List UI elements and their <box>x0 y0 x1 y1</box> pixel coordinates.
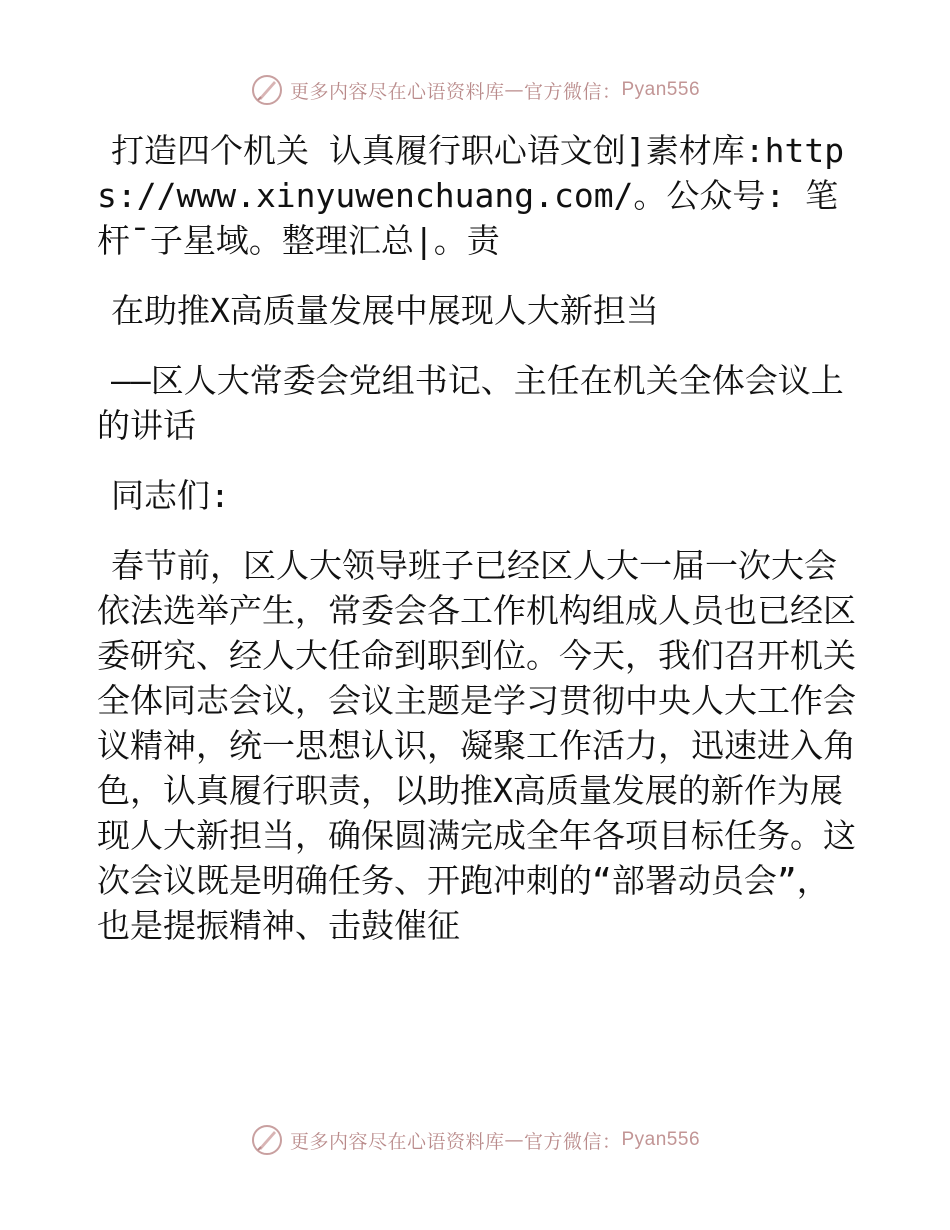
watermark-dash: — <box>504 1129 524 1151</box>
watermark-site-text: 更多内容尽在心语资料库 <box>289 80 505 103</box>
watermark-wechat-id: Pyan556 <box>621 79 701 100</box>
watermark-site-text: 更多内容尽在心语资料库 <box>289 1130 505 1153</box>
watermark-banner-top <box>0 70 950 110</box>
watermark-wechat-label: 官方微信： <box>523 1130 622 1153</box>
watermark-wechat-label: 官方微信： <box>523 80 622 103</box>
document-subtitle: ——区人大常委会党组书记、主任在机关全体会议上的讲话 <box>97 361 844 445</box>
document-body <box>97 128 857 973</box>
watermark-banner-bottom <box>0 1120 950 1160</box>
watermark-wechat-id: Pyan556 <box>621 1129 701 1150</box>
quill-seal-icon <box>250 1123 284 1157</box>
document-title: 在助推X高质量发展中展现人大新担当 <box>111 291 659 330</box>
body-paragraph: 春节前，区人大领导班子已经区人大一届一次大会依法选举产生，常委会各工作机构组成人员也已经区委研究、经人大任命到职到位。今天，我们召开机关全体同志会议，会议主题是学习贯彻中央人大工作会议精神，统一思想认识，凝聚工作活力，迅速进入角色，认真履行职责，以助推X高质量发展的新作为展现人大新担当，确保圆满完成全年各项目标任务。这次会议既是明确任务、开跑冲刺的“部署动员会”，也是提振精神、击鼓催征 <box>97 546 856 945</box>
salutation: 同志们: <box>111 476 230 515</box>
header-line: 打造四个机关 认真履行职心语文创]素材库:https://www.xinyuwenchuang.com/。公众号: 笔杆¯子星域。整理汇总|。责 <box>97 131 845 260</box>
quill-seal-icon <box>250 73 284 107</box>
watermark-dash: — <box>504 79 524 101</box>
